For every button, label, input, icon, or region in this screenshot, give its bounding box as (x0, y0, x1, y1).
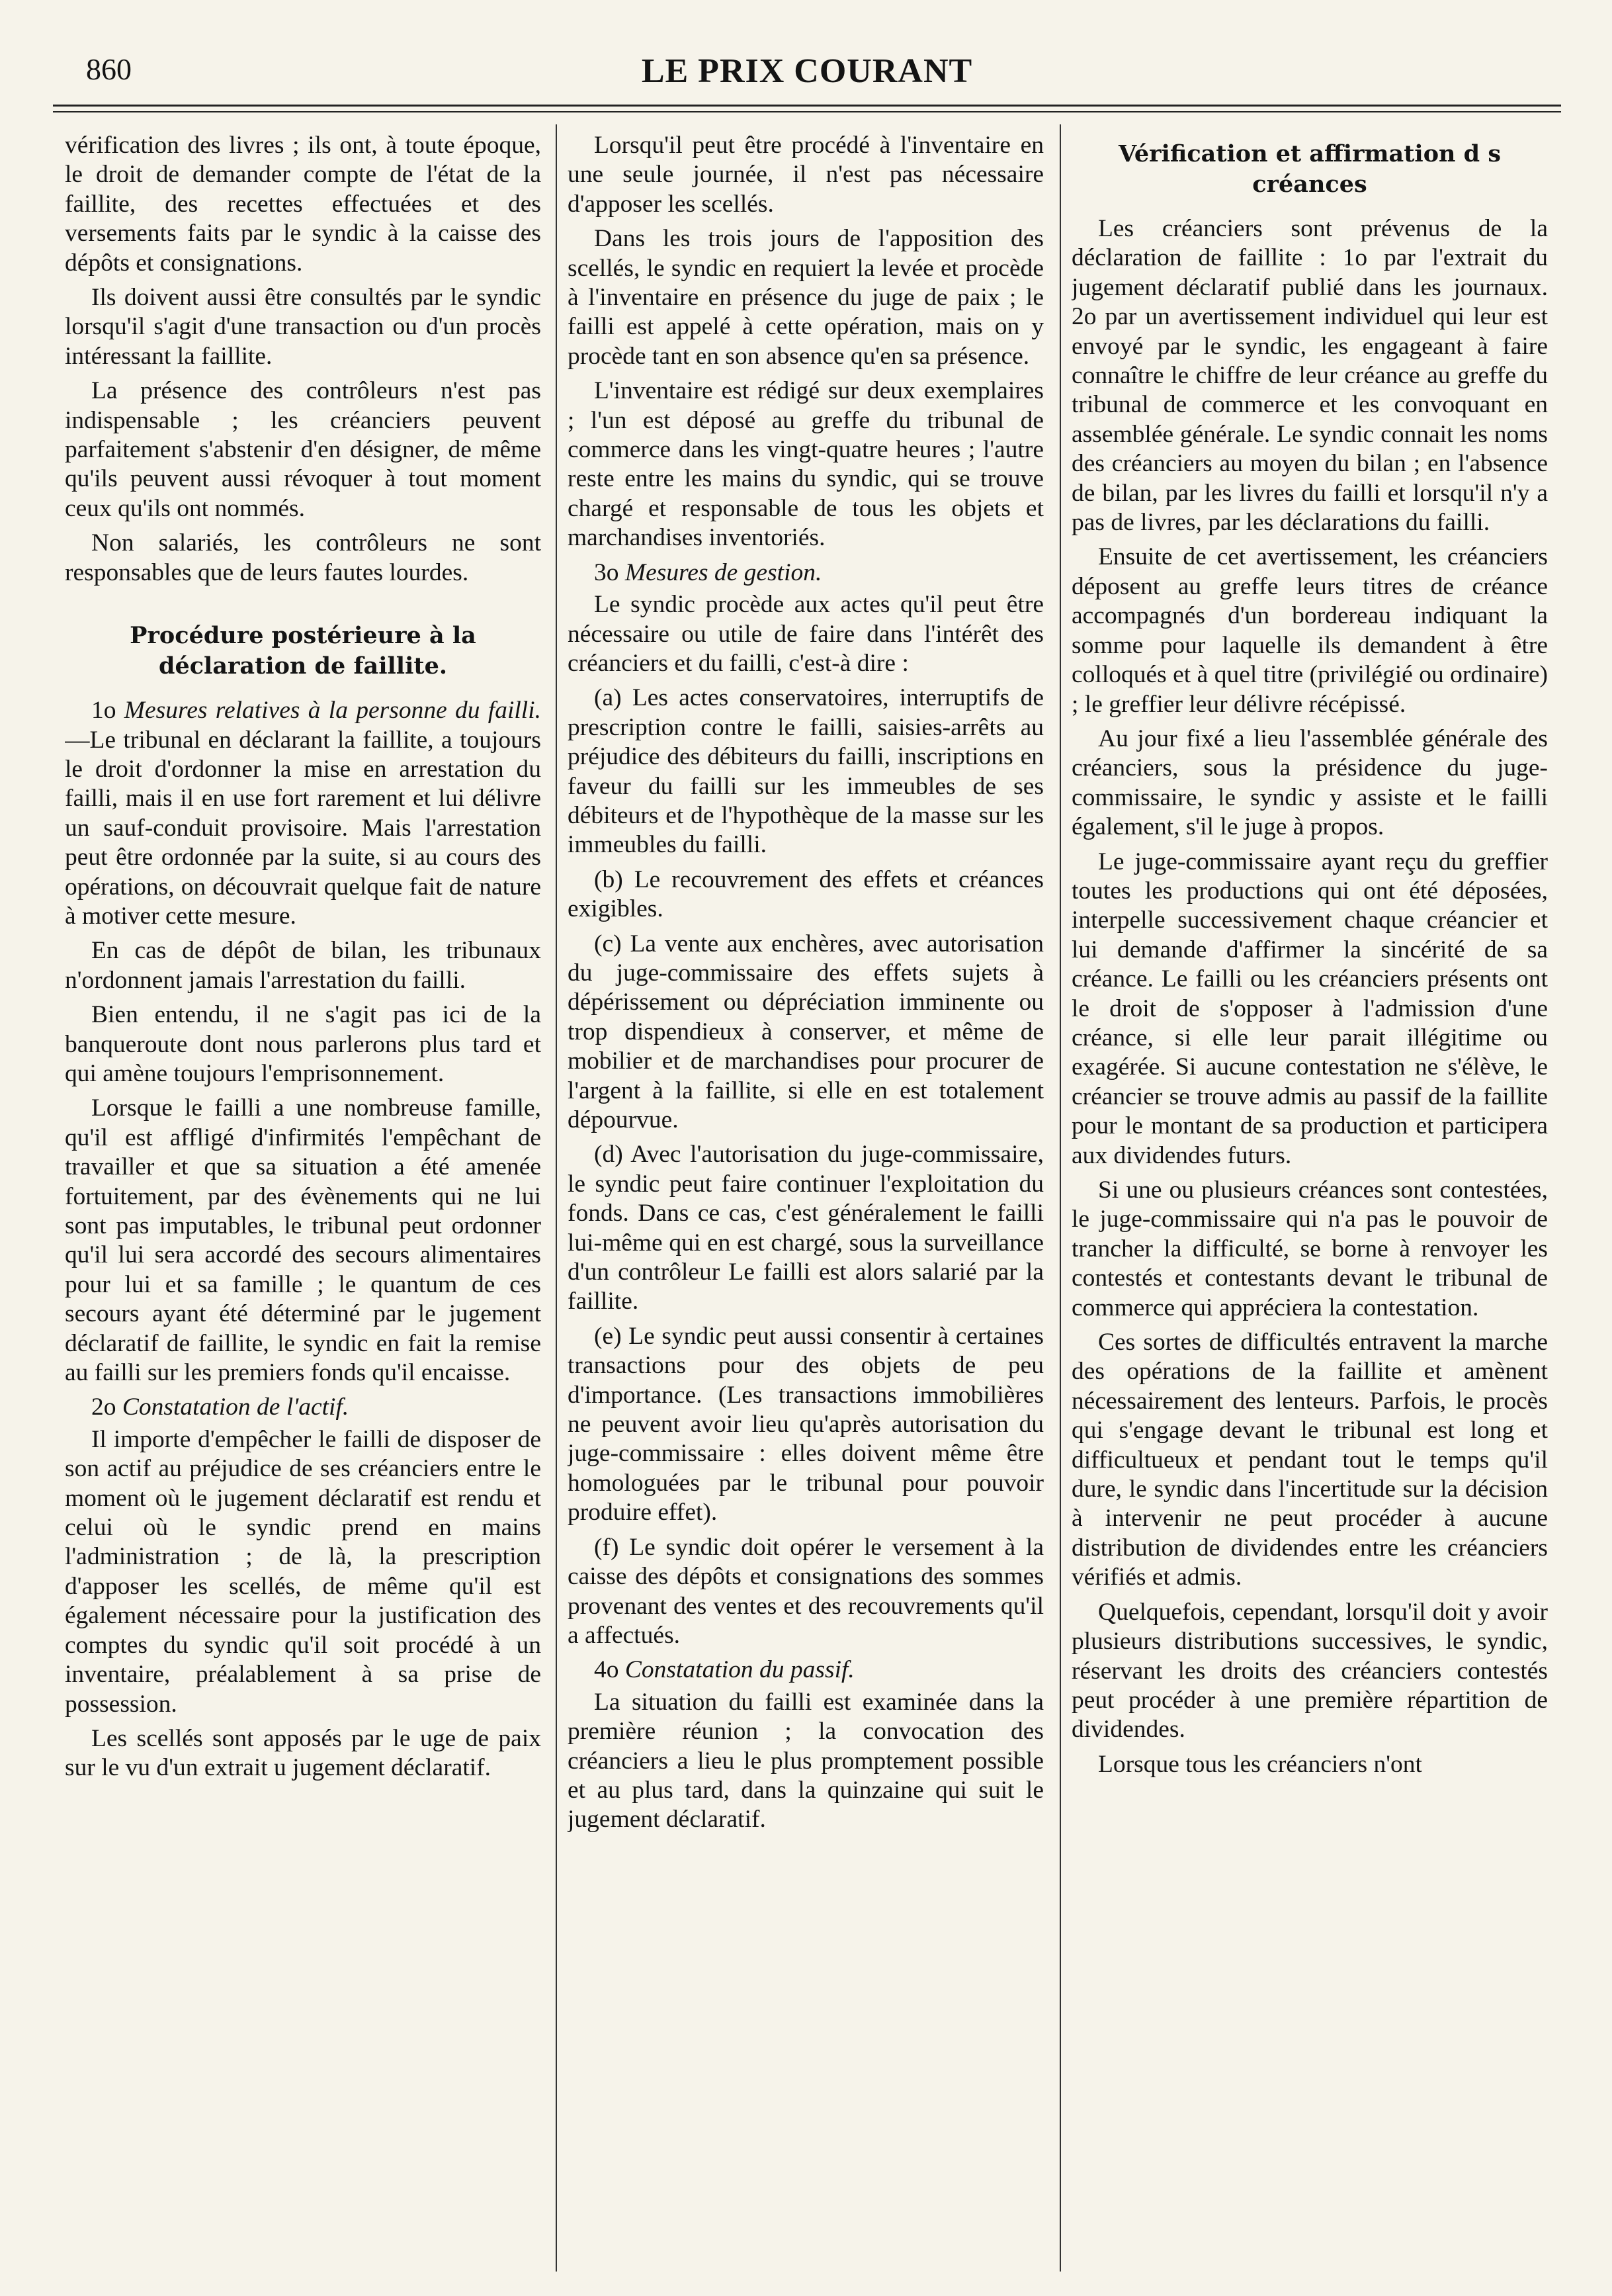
paragraph: Non salariés, les contrôleurs ne sont responsables que de leurs fautes lourdes. (65, 529, 541, 586)
paragraph: Dans les trois jours de l'apposition des scellés, le syndic en requiert la levée et procède à l'inventaire en présence du juge de paix ; le failli est appelé à cette opération, mais on y procède tant en son absence qu'en sa présence. (568, 225, 1044, 370)
paragraph: Bien entendu, il ne s'agit pas ici de la banqueroute dont nous parlerons plus tard et qui amène toujours l'emprisonnement. (65, 1001, 541, 1087)
paragraph: La présence des contrôleurs n'est pas indispensable ; les créanciers peuvent parfaitement s'abstenir d'en désigner, de même qu'ils peuvent aussi révoquer à tout moment ceux qu'ils ont nommés. (65, 377, 541, 522)
subsection-number: 1o (91, 697, 116, 725)
header-rule-bottom (53, 111, 1561, 112)
paragraph: Les scellés sont apposés par le uge de paix sur le vu d'un extrait u jugement déclaratif. (65, 1724, 541, 1782)
list-item: (f) Le syndic doit opérer le versement à la caisse des dépôts et consignations des sommes provenant des ventes et des recouvrements qu'il a affectués. (568, 1533, 1044, 1649)
column-divider-right (1060, 124, 1061, 2272)
page-header (53, 52, 1561, 98)
list-item: (e) Le syndic peut aussi consentir à certaines transactions pour des objets de peu d'importance. (Les transactions immobilières ne peuvent avoir lieu qu'après autorisation du juge-commissaire : elles doivent même être homologuées par le tribunal pour pouvoir produire effet). (568, 1322, 1044, 1526)
paragraph: Ils doivent aussi être consultés par le syndic lorsqu'il s'agit d'une transaction ou d'un procès intéressant la faillite. (65, 284, 541, 370)
subsection-number: 4o (594, 1656, 619, 1684)
column-divider-left (556, 124, 557, 2272)
column-left (65, 131, 541, 2268)
paragraph: Quelquefois, cependant, lorsqu'il doit y avoir plusieurs distributions successives, le syndic, réservant les droits des créanciers contestés peut procéder à une première répartition de dividendes. (1072, 1598, 1548, 1744)
subsection-title: Constatation de l'actif. (122, 1393, 349, 1421)
list-item: (b) Le recouvrement des effets et créances exigibles. (568, 865, 1044, 923)
journal-title: LE PRIX COURANT (641, 52, 973, 90)
list-item: (a) Les actes conservatoires, interruptifs de prescription contre le failli, saisies-arrêts au préjudice des débiteurs du failli, inscriptions en faveur du failli sur les immeubles de ses débiteurs et de l'hypothèque de la masse sur les immeubles du failli. (568, 684, 1044, 859)
paragraph: Les créanciers sont prévenus de la déclaration de faillite : 1o par l'extrait du jugement déclaratif publié dans les journaux. 2o par un avertissement individuel qui leur est envoyé par le syndic, les engageant à faire connaître le chiffre de leur créance au greffe du tribunal de commerce et les convoquant en assemblée générale. Le syndic connait les noms des créanciers au moyen du bilan ; en l'absence de bilan, par les livres du failli et lorsqu'il n'y a pas de livres, par les déclarations du failli. (1072, 215, 1548, 537)
paragraph: Le syndic procède aux actes qu'il peut être nécessaire ou utile de faire dans l'intérêt des créanciers et du failli, c'est-à dire : (568, 591, 1044, 677)
paragraph: Ces sortes de difficultés entravent la marche des opérations de la faillite et amènent nécessairement des lenteurs. Parfois, le procès qui s'engage devant le tribunal est long et difficultueux et pendant tout le temps qu'il dure, le syndic dans l'incertitude sur la décision à intervenir ne peut procéder à aucune distribution de dividendes entre les créanciers vérifiés et admis. (1072, 1329, 1548, 1591)
page-number: 860 (86, 52, 132, 86)
paragraph: Si une ou plusieurs créances sont contestées, le juge-commissaire qui n'a pas le pouvoir de trancher la difficulté, se borne à renvoyer les contestés et contestants devant le tribunal de commerce qui appréciera la contestation. (1072, 1176, 1548, 1321)
paragraph: L'inventaire est rédigé sur deux exemplaires ; l'un est déposé au greffe du tribunal de commerce dans les vingt-quatre heures ; l'autre reste entre les mains du syndic, qui se trouve chargé et responsable de tous les objets et marchandises inventoriés. (568, 377, 1044, 552)
subsection-heading (568, 1656, 1044, 1685)
paragraph: Lorsqu'il peut être procédé à l'inventaire en une seule journée, il n'est pas nécessaire d'apposer les scellés. (568, 132, 1044, 218)
column-right (1072, 131, 1548, 2268)
paragraph: La situation du failli est examinée dans la première réunion ; la convocation des créanciers a lieu le plus promptement possible et au plus tard, dans la quinzaine qui suit le jugement déclaratif. (568, 1688, 1044, 1833)
subsection-title: Mesures de gestion. (624, 558, 822, 586)
list-item: (d) Avec l'autorisation du juge-commissaire, le syndic peut faire continuer l'exploitation du fonds. Dans ce cas, c'est généralement le failli lui-même qui en est chargé, sous la surveillance d'un contrôleur Le failli est alors salarié par la faillite. (568, 1141, 1044, 1315)
paragraph: Lorsque tous les créanciers n'ont (1098, 1750, 1422, 1778)
paragraph: Ensuite de cet avertissement, les créanciers déposent au greffe leurs titres de créance accompagnés d'un bordereau indiquant la somme pour laquelle ils demandent à être colloqués et à quel titre (privilégié ou ordinaire) ; le greffier leur délivre récépissé. (1072, 543, 1548, 718)
paragraph: Au jour fixé a lieu l'assemblée générale des créanciers, sous la présidence du juge-commissaire, le syndic y assiste et le failli également, s'il le juge à propos. (1072, 725, 1548, 841)
subsection-number: 2o (91, 1393, 116, 1421)
section-heading: Procédure postérieure à la déclaration de faillite. (130, 622, 476, 680)
subsection-title: Mesures relatives à la personne du failli. (124, 697, 541, 725)
list-item: (c) La vente aux enchères, avec autorisation du juge-commissaire des effets sujets à dépérissement ou dépréciation imminente ou trop dispendieux à conserver, et même de mobilier et de marchandises pour procurer de l'argent à la faillite, si elle en est totalement dépourvue. (568, 930, 1044, 1133)
subsection-paragraph (65, 696, 541, 931)
section-heading: Vérification et affirmation d s créances (1118, 140, 1502, 198)
header-rule-top (53, 105, 1561, 107)
paragraph: Lorsque le failli a une nombreuse famille, qu'il est affligé d'infirmités l'empêchant de travailler et que sa situation a été amenée fortuitement, par des évènements qui ne lui sont pas imputables, le tribunal peut ordonner qu'il lui sera accordé des secours alimentaires pour lui et sa famille ; le quantum de ces secours ayant été déterminé par le jugement déclaratif de faillite, le syndic en fait la remise au failli sur les premiers fonds qu'il encaisse. (65, 1094, 541, 1387)
paragraph: Le juge-commissaire ayant reçu du greffier toutes les productions qui ont été déposées, interpelle successivement chaque créancier et lui demande d'affirmer la sincérité de sa créance. Le failli ou les créanciers présents ont le droit de s'opposer à l'admission d'une créance, si elle leur parait illégitime ou exagérée. Si aucune contestation ne s'élève, le créancier se trouve admis au passif de la faillite pour le montant de sa production et participera aux dividendes futurs. (1072, 848, 1548, 1169)
subsection-text: —Le tribunal en déclarant la faillite, a toujours le droit d'ordonner la mise en arrestation du failli, mais il en use fort rarement et lui délivre un sauf-conduit provisoire. Mais l'arrestation peut être ordonnée par la suite, si au cours des opérations, on découvrait quelque fait de nature à motiver cette mesure. (65, 726, 541, 930)
paragraph: Il importe d'empêcher le failli de disposer de son actif au préjudice de ses créanciers entre le moment où le jugement déclaratif est rendu et celui où le syndic prend en mains l'administration ; de là, la prescription d'apposer les scellés, de même qu'il est également nécessaire pour la justification des comptes du syndic qu'il soit procédé à un inventaire, préalablement à sa prise de possession. (65, 1425, 541, 1718)
subsection-number: 3o (594, 558, 619, 586)
subsection-heading (65, 1393, 541, 1422)
paragraph: En cas de dépôt de bilan, les tribunaux n'ordonnent jamais l'arrestation du failli. (65, 937, 541, 994)
subsection-heading (568, 558, 1044, 588)
column-middle (568, 131, 1044, 2268)
paragraph: vérification des livres ; ils ont, à toute époque, le droit de demander compte de l'état de la faillite, des recettes effectuées et des versements faits par le syndic à la caisse des dépôts et consignations. (65, 132, 541, 277)
subsection-title: Constatation du passif. (624, 1656, 855, 1684)
